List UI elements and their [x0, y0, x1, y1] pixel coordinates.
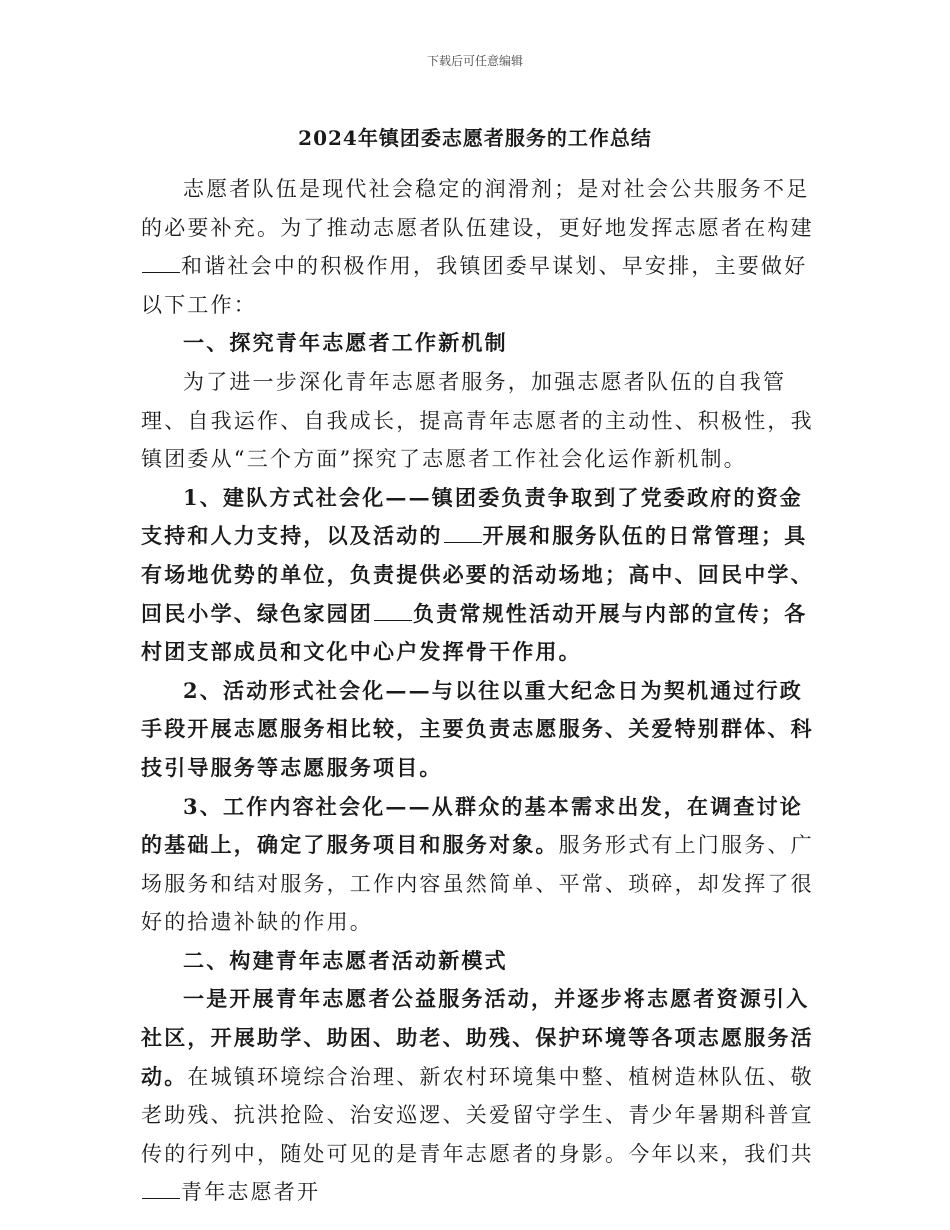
intro-text-2: 和谐社会中的积极作用，我镇团委早谋划、早安排，主要做好以下工作：: [141, 254, 808, 317]
activity-normal-text: 在城镇环境综合治理、新农村环境集中整、植树造林队伍、敬老助残、抗洪抢险、治安巡逻、关爱留守学生、青少年暑期科普宣传的行列中，随处可见的是青年志愿者的身影。今年以来，我们共: [141, 1064, 814, 1166]
intro-paragraph: [141, 170, 821, 324]
mechanism-paragraph: 为了进一步深化青年志愿者服务，加强志愿者队伍的自我管理、自我运作、自我成长，提高青年志愿者的主动性、积极性，我镇团委从“三个方面”探究了志愿者工作社会化运作新机制。: [141, 369, 814, 472]
point-3-paragraph: [141, 788, 821, 942]
document-title: 2024年镇团委志愿者服务的工作总结: [298, 126, 652, 150]
section-heading-2: 二、构建青年志愿者活动新模式: [183, 947, 508, 973]
activity-bold-text: 一是开展青年志愿者公益服务活动，并逐步将志愿者资源引入社区，开展助学、助困、助老、助残、保护环境等各项志愿服务活动。: [141, 986, 814, 1089]
intro-text-1: 志愿者队伍是现代社会稳定的润滑剂；是对社会公共服务不足的必要补充。为了推动志愿者队伍建设，更好地发挥志愿者在构建: [141, 177, 814, 240]
point-1-text-3: 负责常规性活动开展与内部的宣传；各村团支部成员和文化中心户发挥骨干作用。: [141, 600, 808, 665]
point-1-paragraph: [141, 479, 821, 672]
point-3-normal-text: 服务形式有上门服务、广场服务和结对服务，工作内容虽然简单、平常、琐碎，却发挥了很好的拾遗补缺的作用。: [141, 833, 814, 935]
fill-blank: [142, 1179, 180, 1199]
page-header-note: 下载后可任意编辑: [426, 54, 523, 68]
activity-tail-text: 青年志愿者开: [181, 1180, 321, 1205]
fill-blank: [142, 253, 180, 273]
activity-paragraph: [141, 980, 821, 1212]
document-body: [141, 170, 821, 1212]
point-3-bold-text: 3、工作内容社会化——从群众的基本需求出发，在调查讨论的基础上，确定了服务项目和服务对象。: [141, 793, 804, 858]
point-1-text-2: 开展和服务队伍的日常管理；具有场地优势的单位，负责提供必要的活动场地；高中、回民中学、回民小学、绿色家园团: [141, 523, 814, 626]
point-1-text-1: 1、建队方式社会化——镇团委负责争取到了党委政府的资金支持和人力支持，以及活动的: [141, 484, 804, 549]
section-heading-1: 一、探究青年志愿者工作新机制: [183, 330, 508, 356]
fill-blank: [444, 523, 482, 543]
fill-blank: [374, 601, 412, 621]
point-2-paragraph: 2、活动形式社会化——与以往以重大纪念日为契机通过行政手段开展志愿服务相比较，主要负责志愿服务、关爱特别群体、科技引导服务等志愿服务项目。: [141, 677, 814, 780]
